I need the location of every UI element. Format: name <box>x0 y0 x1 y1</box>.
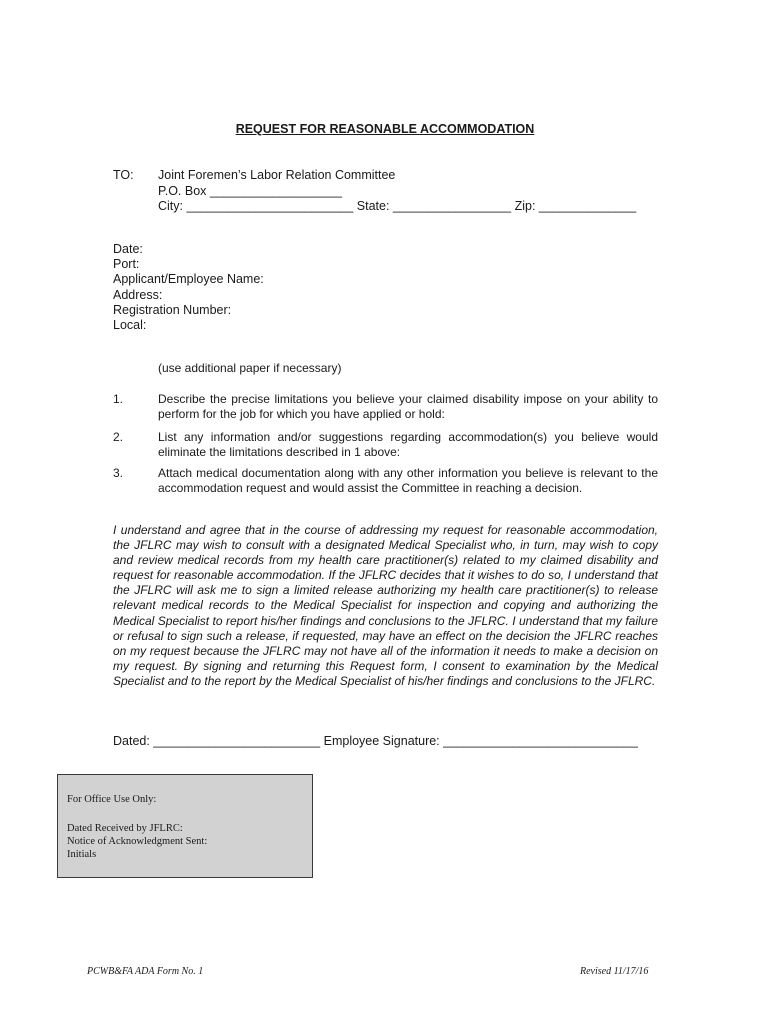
item-text: Attach medical documentation along with any other information you believe is relevant to the accommodation request and would assist the Committee in reaching a decision. <box>158 466 658 495</box>
po-box-line: P.O. Box ___________________ <box>158 183 342 198</box>
office-use-title: For Office Use Only: <box>67 794 157 805</box>
field-applicant-name: Applicant/Employee Name: <box>113 272 264 287</box>
office-use-lines <box>67 822 207 861</box>
office-initials: Initials <box>67 849 97 860</box>
field-registration-number: Registration Number: <box>113 302 232 317</box>
form-number-footer: PCWB&FA ADA Form No. 1 <box>87 966 204 977</box>
revision-date-footer: Revised 11/17/16 <box>580 966 649 977</box>
office-acknowledgment-notice: Notice of Acknowledgment Sent: <box>67 836 208 847</box>
field-date: Date: <box>113 242 143 256</box>
item-number: 2. <box>113 430 124 444</box>
applicant-fields <box>113 242 264 333</box>
numbered-item <box>113 466 658 495</box>
item-text: Describe the precise limitations you believe your claimed disability impose on your ability to perform for the job for which you have applied or hold: <box>158 392 658 421</box>
city-state-zip-line: City: ________________________ State: _________________ Zip: ______________ <box>158 199 637 213</box>
item-text: List any information and/or suggestions regarding accommodation(s) you believe would eliminate the limitations described in 1 above: <box>158 430 658 459</box>
additional-paper-note: (use additional paper if necessary) <box>158 361 342 375</box>
form-title: REQUEST FOR REASONABLE ACCOMMODATION <box>235 122 535 136</box>
field-port: Port: <box>113 257 140 272</box>
item-number: 1. <box>113 392 124 406</box>
to-label: TO: <box>113 168 134 182</box>
recipient-name: Joint Foremen’s Labor Relation Committee <box>158 168 396 182</box>
recipient-address-block <box>158 168 636 215</box>
office-date-received: Dated Received by JFLRC: <box>67 823 183 834</box>
consent-paragraph: I understand and agree that in the course of addressing my request for reasonable accommodation, the JFLRC may wish to consult with a designated Medical Specialist who, in turn, may wish to copy and review medical records from my health care practitioner(s) related to my claimed disability and request for reasonable accommodation. If the JFLRC decides that it wishes to do so, I understand that the JFLRC will ask me to sign a limited release authorizing my health care practitioner(s) to release relevant medical records to the Medical Specialist for inspection and copying and authorizing the Medical Specialist to report his/her findings and conclusions to the JFLRC. I understand that my failure or refusal to sign such a release, if requested, may have an effect on the decision the JFLRC reaches on my request because the JFLRC may not have all of the information it needs to make a decision on my request. By signing and returning this Request form, I consent to examination by the Medical Specialist and to the report by the Medical Specialist of his/her findings and conclusions to the JFLRC. <box>113 523 658 688</box>
signature-line: Dated: ________________________ Employee Signature: ____________________________ <box>113 734 638 748</box>
numbered-item <box>113 430 658 459</box>
field-address: Address: <box>113 287 163 302</box>
office-use-box <box>57 774 313 878</box>
item-number: 3. <box>113 466 124 480</box>
field-local: Local: <box>113 318 147 333</box>
numbered-item <box>113 392 658 421</box>
